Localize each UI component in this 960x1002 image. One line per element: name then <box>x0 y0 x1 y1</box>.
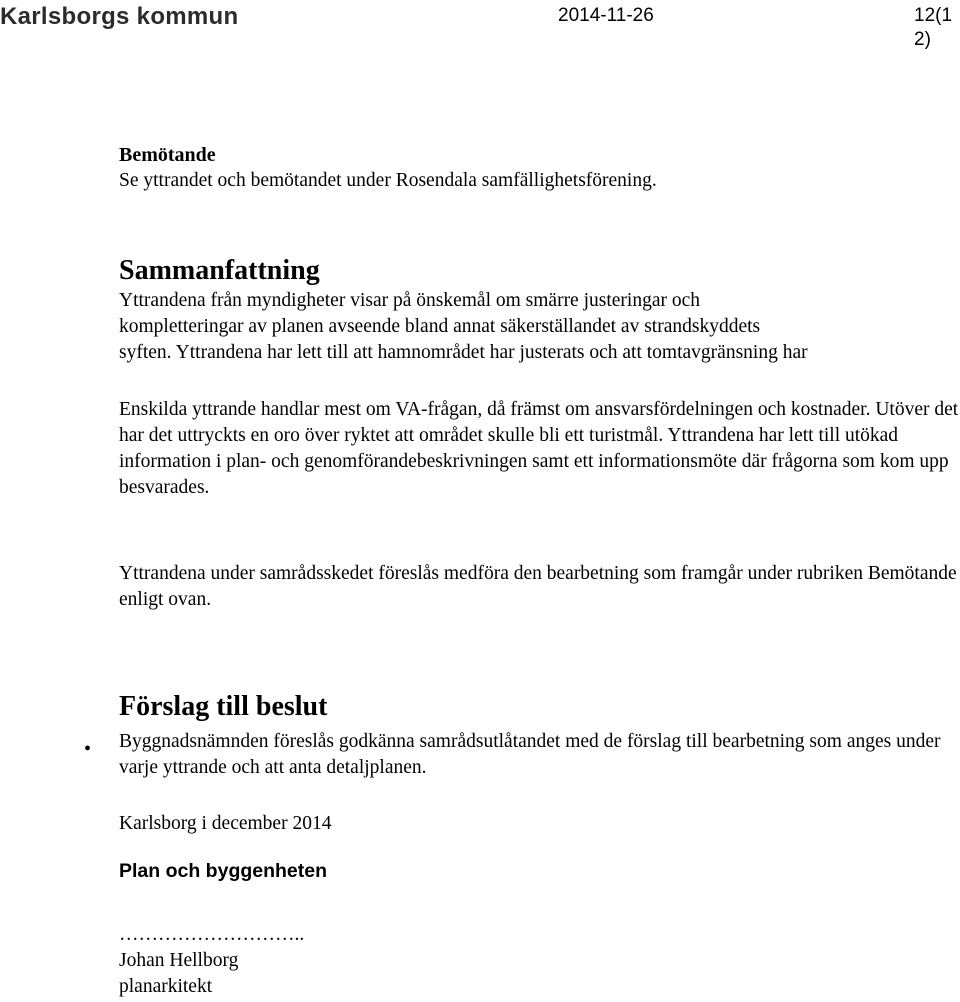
forslag-heading-block <box>119 690 960 724</box>
bemotande-section <box>119 142 960 194</box>
closing-org-block <box>119 858 960 884</box>
closing-place-date-block <box>119 811 960 837</box>
sammanfattning-para2: Enskilda yttrande handlar mest om VA-frågan, då främst om ansvarsfördelningen och kostnader. Utöver det har det uttryckts en oro över ryktet att området skulle bli ett turistmål. Yttrandena har lett till utökad information i plan- och genomförandebeskrivningen samt ett informationsmöte där frågorna som kom upp besvarades. <box>119 399 959 498</box>
sammanfattning-para3: Yttrandena under samrådsskedet föreslås medföra den bearbetning som framgår under rubriken Bemötande enligt ovan. <box>119 563 957 610</box>
sammanfattning-para3-block <box>119 561 960 613</box>
closing-org: Plan och byggenheten <box>119 860 328 882</box>
page-number: 12(1 2) <box>914 5 953 50</box>
signer-title: planarkitekt <box>119 976 213 997</box>
municipality-logo: Karlsborgs kommun <box>0 3 239 30</box>
sammanfattning-heading: Sammanfattning <box>119 255 320 286</box>
bemotande-text: Se yttrandet och bemötandet under Rosendala samfällighetsförening. <box>119 170 657 191</box>
forslag-heading: Förslag till beslut <box>119 691 328 722</box>
forslag-bullet-text: Byggnadsnämnden föreslås godkänna samrådsutlåtandet med de förslag till bearbetning som anges under varje yttrande och att anta detaljplanen. <box>119 731 941 778</box>
sammanfattning-para1-line3: syften. Yttrandena har lett till att hamnområdet har justerats och att tomtavgränsning har <box>119 342 808 363</box>
signature-block <box>119 922 960 1000</box>
bullet-marker: • <box>84 738 92 760</box>
forslag-bullet-block <box>119 729 960 781</box>
sammanfattning-para2-block <box>119 397 960 501</box>
signature-line: ……………………….. <box>119 924 305 945</box>
closing-place-date: Karlsborg i december 2014 <box>119 813 332 834</box>
document-date: 2014-11-26 <box>558 5 654 26</box>
signer-name: Johan Hellborg <box>119 950 239 971</box>
sammanfattning-section <box>119 254 960 366</box>
bemotande-heading: Bemötande <box>119 144 216 166</box>
sammanfattning-para1-line1: Yttrandena från myndigheter visar på önskemål om smärre justeringar och <box>119 290 701 311</box>
sammanfattning-para1-line2: kompletteringar av planen avseende bland annat säkerställandet av strandskyddets <box>119 316 761 337</box>
